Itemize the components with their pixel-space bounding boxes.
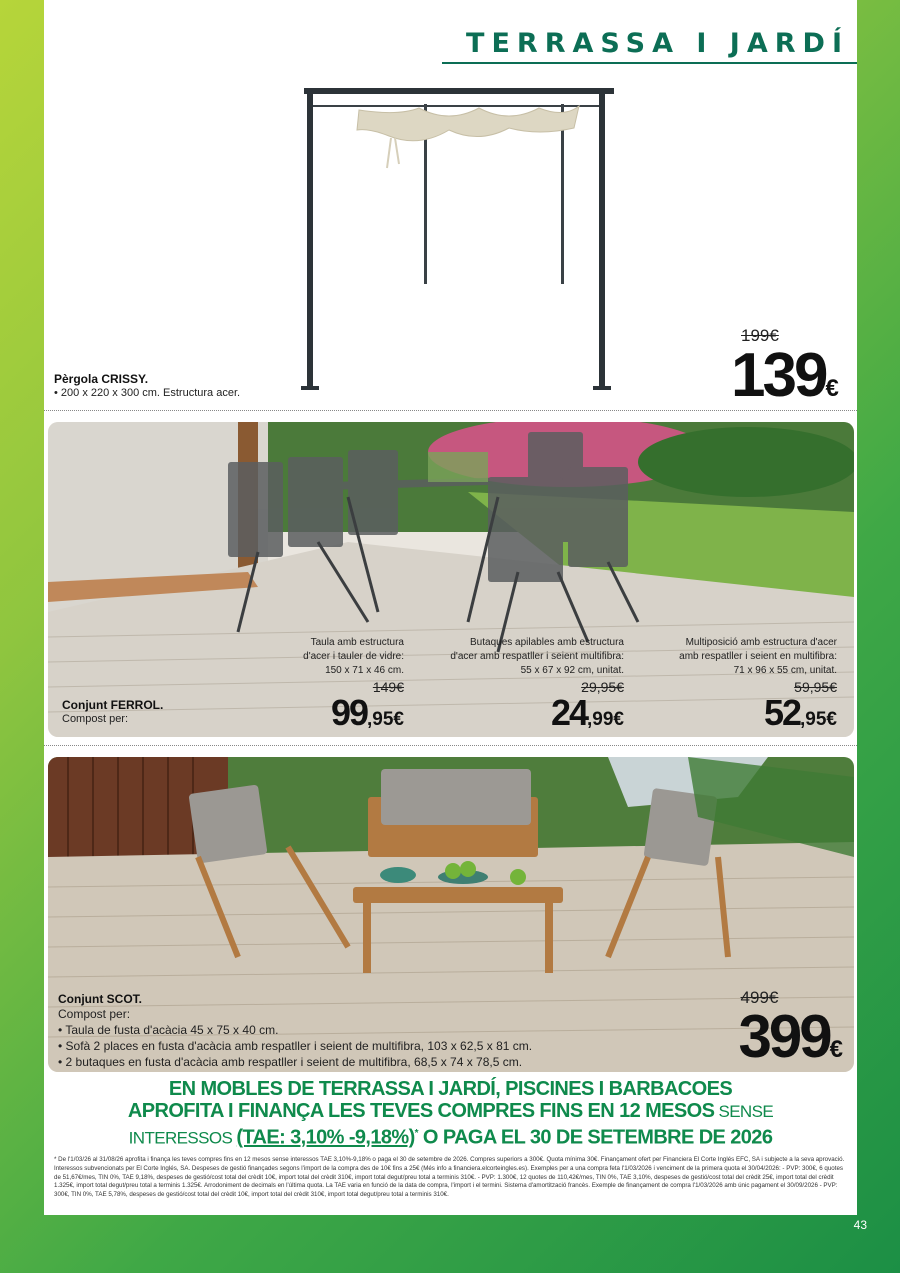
item-desc-line: 55 x 67 x 92 cm, unitat. <box>520 665 624 676</box>
ferrol-info <box>62 698 163 726</box>
price-dec: ,99€ <box>587 709 624 730</box>
price-value: 399 <box>738 1003 830 1070</box>
promo-line-1: EN MOBLES DE TERRASSA I JARDÍ, PISCINES I BARBACOES <box>168 1078 733 1100</box>
item-desc-line: amb respatller i seient en multifibra: <box>679 651 837 662</box>
price-int: 24 <box>550 692 588 733</box>
promo-line-3 <box>44 1123 857 1150</box>
old-price: 29,95€ <box>581 679 624 695</box>
financing-promo <box>44 1078 857 1150</box>
price-currency: € <box>825 375 839 402</box>
ferrol-recliner <box>679 636 837 738</box>
price <box>551 692 624 733</box>
old-price: 59,95€ <box>794 679 837 695</box>
promo-asterisk: * <box>414 1128 418 1139</box>
price-currency: € <box>829 1036 843 1063</box>
product-desc: • 200 x 220 x 300 cm. Estructura acer. <box>54 387 241 399</box>
divider <box>44 410 857 411</box>
section-title: TERRASSA I JARDÍ <box>466 28 849 59</box>
scot-line: • Taula de fusta d'acàcia 45 x 75 x 40 cm. <box>58 1023 279 1037</box>
price <box>739 1003 843 1070</box>
divider <box>44 745 857 746</box>
price-int: 52 <box>763 692 801 733</box>
pergola-price <box>731 326 851 419</box>
ferrol-table <box>303 636 404 738</box>
item-desc-line: d'acer i tauler de vidre: <box>303 651 404 662</box>
item-desc-line: 71 x 96 x 55 cm, unitat. <box>733 665 837 676</box>
title-rule <box>442 62 857 64</box>
product-name: Conjunt FERROL. <box>62 698 164 712</box>
price-dec: ,95€ <box>367 709 404 730</box>
catalog-page <box>44 0 857 1215</box>
scot-info <box>58 992 532 1070</box>
price <box>731 341 839 410</box>
price-dec: ,95€ <box>800 709 837 730</box>
promo-line-2 <box>44 1100 857 1123</box>
item-desc-line: d'acer amb respatller i seient multifibra: <box>450 651 624 662</box>
item-desc-line: Butaques apilables amb estructura <box>470 637 624 648</box>
old-price: 199€ <box>741 326 779 345</box>
ferrol-chair <box>450 636 624 738</box>
legal-text: * De l'1/03/26 al 31/08/26 aprofita i finança les teves compres fins en 12 mesos sense interessos TAE 3,10%-9,18% o paga el 30 de setembre de 2026. Compres superiors a 300€. Quota mínima 30€. Finançament ofert per Financiera El Corte Inglés EFC, SA i subjecte a la seva aprovació. Interessos subvencionats per El Corte Inglés, SA. Despeses de gestió finançades segons l'import de la compra des de 10€ fins a 25€ (Més info a financiera.elcorteingles.es). Exemples per a una compra feta l'1/03/2026 i venciment de la primera quota el 30/04/2026: - PVP: 300€, 6 quotes de 51,67€/mes, TIN 0%, TAE 9,18%, despeses de gestió/cost total del crèdit 10€, import total del crèdit 310€, import total degut/preu total a terminis 310€. - PVP: 1.300€, 12 quotes de 110,42€/mes, TIN 0%, TAE 3,10%, despeses de gestió/cost total del crèdit 25€, import total del crèdit 1.325€, import total degut/preu total a terminis 1.325€. Arrodoniment de decimals en l'última quota. La TAE varia en funció de la data de compra, l'import i el termini. Sistema d'amortització francès. Exemple de finançament de compra l'1/03/2026 amb únic pagament el 30/09/2026 - PVP: 300€, TIN 0%, TAE 5,78%, despeses de gestió/cost total del crèdit 10€, import total del crèdit 310€, import total degut/preu total a terminis 310€. <box>54 1156 845 1199</box>
promo-line-2b: SENSE <box>714 1102 774 1121</box>
old-price: 149€ <box>372 679 404 695</box>
compost-label: Compost per: <box>58 1007 131 1021</box>
price-value: 139 <box>731 341 826 410</box>
compost-label: Compost per: <box>62 713 129 725</box>
pergola-info <box>54 372 240 400</box>
promo-tae: (TAE: 3,10% -9,18%) <box>236 1126 415 1149</box>
price <box>331 692 404 733</box>
promo-line-3d: O PAGA EL 30 DE SETEMBRE DE 2026 <box>417 1126 773 1149</box>
pergola-image <box>299 88 619 393</box>
promo-line-3a: INTERESSOS <box>128 1128 237 1148</box>
item-desc-line: 150 x 71 x 46 cm. <box>325 665 404 676</box>
scot-price <box>739 988 843 1079</box>
promo-line-2a: APROFITA I FINANÇA LES TEVES COMPRES FINS EN 12 MESOS <box>127 1100 715 1122</box>
scot-line: • Sofà 2 places en fusta d'acàcia amb respatller i seient de multifibra, 103 x 62,5 x 81 cm. <box>58 1039 533 1053</box>
item-desc-line: Taula amb estructura <box>310 637 404 648</box>
product-name: Conjunt SCOT. <box>58 992 142 1006</box>
page-number: 43 <box>853 1218 867 1232</box>
price-int: 99 <box>330 692 368 733</box>
item-desc-line: Multiposició amb estructura d'acer <box>685 637 837 648</box>
scot-line: • 2 butaques en fusta d'acàcia amb respatller i seient de multifibra, 68,5 x 74 x 78,5 cm. <box>58 1055 523 1069</box>
old-price: 499€ <box>740 988 779 1007</box>
product-name: Pèrgola CRISSY. <box>54 372 149 386</box>
price <box>764 692 837 733</box>
